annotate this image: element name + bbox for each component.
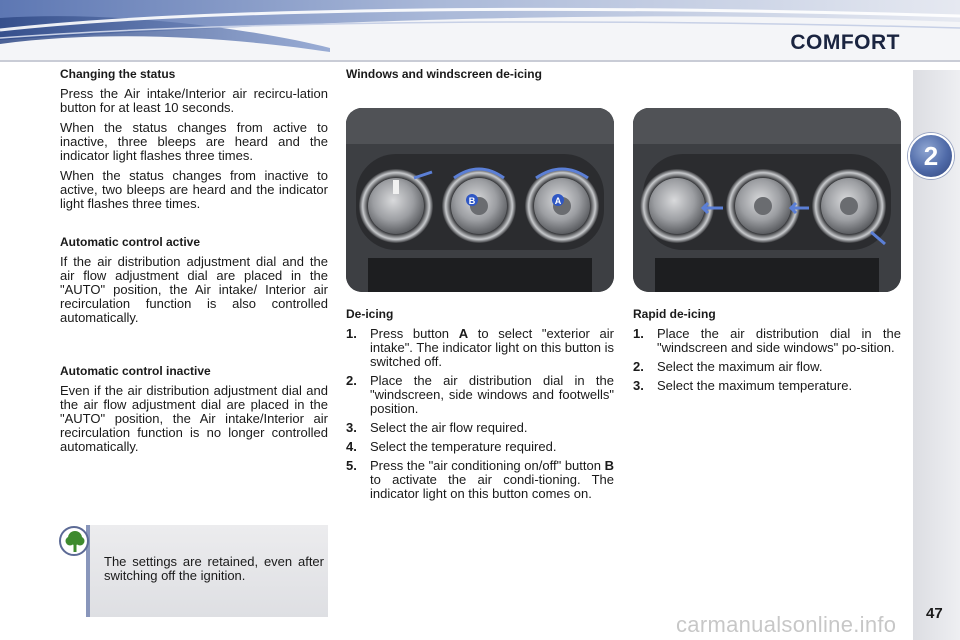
dial-airflow	[442, 169, 516, 243]
rapid-step-2	[633, 360, 901, 374]
dial-distribution	[359, 169, 433, 243]
label-b: B	[468, 196, 476, 206]
section-title: COMFORT	[790, 31, 900, 54]
step-button-label: A	[458, 326, 469, 341]
auto-active-paragraph: If the air distribution adjustment dial and the air flow adjustment dial are placed in the "AUTO" position, the Air intake/ Interior air recirculation function is also controlled automatically.	[60, 254, 328, 325]
step-number: 5.	[346, 458, 357, 473]
step-text: Select the maximum air flow.	[657, 359, 823, 374]
step-text: Place the air distribution dial in the "windscreen, side windows and footwells" position.	[370, 373, 614, 416]
rapid-step-1	[633, 327, 901, 355]
step-number: 3.	[633, 378, 644, 393]
chapter-tab: 2	[908, 133, 954, 179]
windows-deicing-section-heading-wrap	[346, 67, 614, 87]
deicing-heading: De-icing	[346, 307, 394, 321]
deicing-step-1	[346, 327, 614, 369]
note-text: The settings are retained, even after switching off the ignition.	[104, 554, 324, 583]
rapid-deicing-section	[633, 307, 901, 398]
step-text: Select the air flow required.	[370, 420, 528, 435]
step-text: Select the temperature required.	[370, 439, 557, 454]
changing-status-section	[60, 67, 328, 217]
rapid-step-3	[633, 379, 901, 393]
step-text-cont: to activate the air condi-tioning. The indicator light on this button comes on.	[370, 472, 614, 501]
step-text: Place the air distribution dial in the "windscreen and side windows" po-sition.	[657, 326, 901, 355]
deicing-step-2	[346, 374, 614, 416]
step-number: 3.	[346, 420, 357, 435]
rapid-deicing-controls-photo	[633, 108, 901, 292]
deicing-step-5	[346, 459, 614, 501]
note-box	[86, 525, 328, 617]
page-number: 47	[926, 605, 943, 622]
rapid-deicing-heading: Rapid de-icing	[633, 307, 716, 321]
dial-temperature-rapid	[812, 169, 886, 243]
auto-inactive-section	[60, 364, 328, 460]
auto-active-section	[60, 235, 328, 331]
tree-icon	[59, 526, 89, 556]
page-header	[0, 0, 960, 62]
deicing-steps-list	[346, 327, 614, 501]
step-text: Select the maximum temperature.	[657, 378, 853, 393]
auto-inactive-heading: Automatic control inactive	[60, 364, 211, 378]
step-text: Press button	[370, 326, 459, 341]
changing-status-paragraph-1: Press the Air intake/Interior air recircu-lation button for at least 10 seconds.	[60, 86, 328, 115]
step-number: 1.	[633, 326, 644, 341]
dial-airflow-rapid	[726, 169, 800, 243]
rapid-deicing-steps-list	[633, 327, 901, 393]
step-number: 4.	[346, 439, 357, 454]
step-number: 1.	[346, 326, 357, 341]
step-number: 2.	[633, 359, 644, 374]
dial-temperature	[525, 169, 599, 243]
label-a: A	[554, 196, 562, 206]
changing-status-paragraph-2: When the status changes from active to inactive, three bleeps are heard and the indicator light flashes three times.	[60, 120, 328, 163]
deicing-step-3	[346, 421, 614, 435]
changing-status-paragraph-3: When the status changes from inactive to active, two bleeps are heard and the indicator light flashes three times.	[60, 168, 328, 211]
changing-status-heading: Changing the status	[60, 67, 176, 81]
auto-active-heading: Automatic control active	[60, 235, 201, 249]
deicing-controls-photo	[346, 108, 614, 292]
step-number: 2.	[346, 373, 357, 388]
step-button-label: B	[604, 458, 614, 473]
windows-deicing-heading: Windows and windscreen de-icing	[346, 67, 542, 81]
step-text-cont: to select "exterior air intake". The indicator light on this button is switched off.	[370, 326, 614, 369]
auto-inactive-paragraph: Even if the air distribution adjustment dial and the air flow adjustment dial are placed in the "AUTO" position, the Air intake/Interior air recirculation function is no longer controlled automatically.	[60, 383, 328, 454]
deicing-step-4	[346, 440, 614, 454]
deicing-section	[346, 307, 614, 506]
step-text: Press the "air conditioning on/off" button	[370, 458, 605, 473]
watermark: carmanualsonline.info	[676, 612, 897, 637]
